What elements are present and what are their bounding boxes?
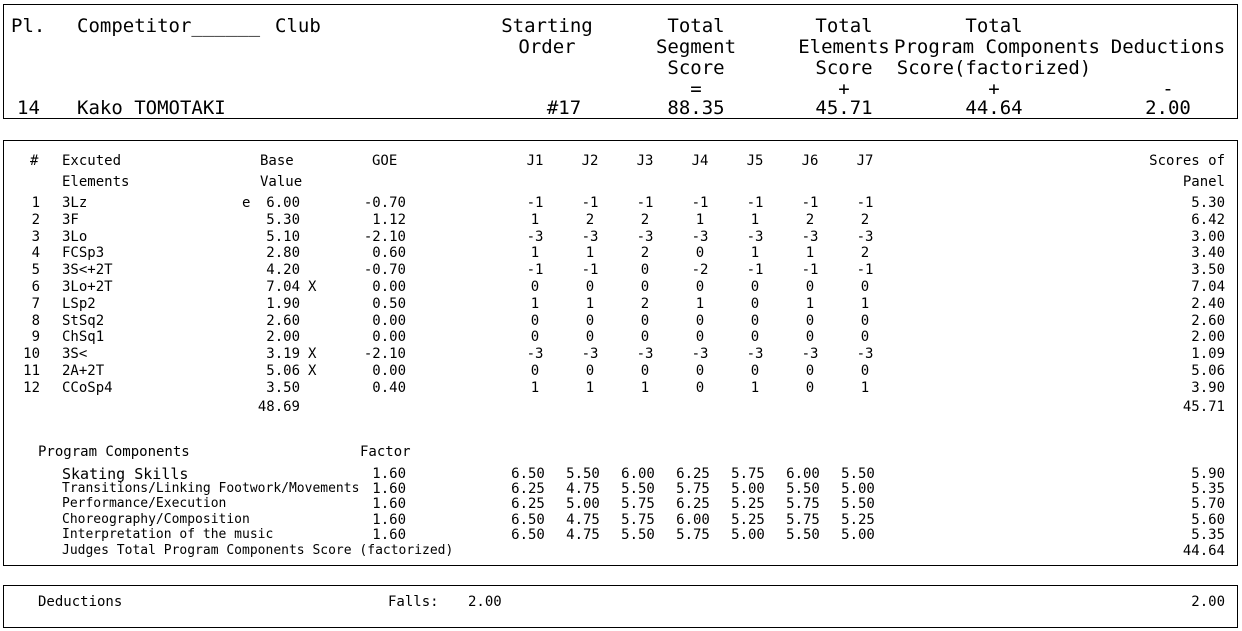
element-base-value: 6.00 [266,195,300,211]
base-value-header-1: Base [260,153,294,169]
element-bonus-mark: X [308,279,317,295]
element-panel-score: 1.09 [1191,346,1225,363]
element-num: 4 [31,245,40,262]
starting-order: #17 [546,97,582,119]
element-judge-7: 0 [860,363,870,379]
col-tss-label-3: Score [667,57,725,79]
element-judge-2: 1 [585,295,595,312]
element-base-value: 2.80 [266,245,300,262]
element-base-value: 4.20 [266,262,300,279]
judge-header-6: J6 [801,153,819,169]
element-judge-3: 1 [640,379,650,396]
element-judge-7: -3 [856,228,874,245]
component-judge-1: 6.50 [511,526,545,543]
component-judge-6: 5.75 [786,496,820,513]
element-judge-5: -3 [746,228,764,245]
total-pcs-score: 44.64 [965,97,1023,119]
component-judge-4: 6.00 [676,511,710,528]
element-judge-7: 1 [860,295,870,312]
element-judge-3: 0 [640,279,650,295]
component-judge-4: 5.75 [676,481,710,498]
col-deductions-label: Deductions [1110,36,1226,58]
element-judge-1: 1 [530,379,540,396]
element-num: 9 [31,329,40,346]
element-name: 3Lo+2T [62,279,113,295]
element-base-value: 5.10 [266,228,300,245]
component-judge-7: 5.00 [841,481,875,498]
factor-header: Factor [360,444,411,460]
element-judge-6: 1 [805,245,815,262]
element-judge-2: -3 [581,228,599,245]
element-panel-score: 7.04 [1191,279,1225,295]
component-judge-7: 5.00 [841,526,875,543]
element-info: e [242,195,251,211]
component-factor: 1.60 [372,496,406,513]
element-judge-4: 0 [695,379,705,396]
deductions-box [3,585,1238,628]
element-name: StSq2 [62,312,105,329]
place: 14 [17,97,40,119]
element-num: 6 [31,279,40,295]
element-goe: -0.70 [363,195,406,211]
component-judge-7: 5.25 [841,511,875,528]
component-factor: 1.60 [372,481,406,498]
col-tes-label-3: Score [815,57,873,79]
element-num: 11 [23,363,40,379]
element-judge-5: 1 [750,245,760,262]
judge-header-5: J5 [746,153,764,169]
element-judge-7: 0 [860,329,870,346]
element-name: 2A+2T [62,363,105,379]
component-judge-4: 6.25 [676,496,710,513]
element-judge-4: 0 [695,312,705,329]
component-panel-score: 5.35 [1191,481,1225,498]
element-judge-2: 0 [585,363,595,379]
element-judge-6: -3 [801,228,819,245]
element-goe: 0.40 [372,379,406,396]
total-deductions: 2.00 [1145,97,1191,119]
element-judge-1: 1 [530,211,540,228]
component-judge-7: 5.50 [841,496,875,513]
falls-value: 2.00 [468,594,502,610]
element-num: 8 [31,312,40,329]
summary-box [3,4,1238,119]
element-num: 12 [23,379,40,396]
element-name: LSp2 [62,295,96,312]
col-tss-operator: = [690,78,702,100]
component-panel-score: 5.90 [1191,466,1225,482]
total-elements-score: 45.71 [815,97,873,119]
component-judge-6: 5.50 [786,526,820,543]
element-panel-score: 2.40 [1191,295,1225,312]
component-judge-3: 5.75 [621,496,655,513]
element-judge-6: -1 [801,195,819,211]
element-judge-1: -1 [526,195,544,211]
col-club-label: Club [275,15,321,37]
element-name: FCSp3 [62,245,105,262]
component-judge-5: 5.25 [731,496,765,513]
component-judge-6: 6.00 [786,466,820,482]
element-judge-6: 1 [805,295,815,312]
element-goe: 0.00 [372,279,406,295]
element-goe: 0.00 [372,363,406,379]
component-judge-5: 5.75 [731,466,765,482]
component-name: Skating Skills [62,465,189,483]
element-judge-3: -1 [636,195,654,211]
element-goe: 0.60 [372,245,406,262]
component-judge-5: 5.25 [731,511,765,528]
component-judge-4: 5.75 [676,526,710,543]
element-judge-4: -2 [691,262,709,279]
element-judge-4: -3 [691,228,709,245]
element-judge-5: 1 [750,379,760,396]
element-judge-5: 0 [750,295,760,312]
element-judge-1: -3 [526,228,544,245]
component-judge-3: 5.50 [621,526,655,543]
col-tes-operator: + [838,78,850,100]
element-panel-score: 3.40 [1191,245,1225,262]
element-judge-2: -1 [581,262,599,279]
element-judge-1: 0 [530,312,540,329]
element-judge-6: 0 [805,279,815,295]
element-judge-3: 0 [640,329,650,346]
element-goe: -2.10 [363,346,406,363]
element-judge-2: -3 [581,346,599,363]
element-num: 3 [31,228,40,245]
element-goe: -0.70 [363,262,406,279]
component-panel-score: 5.70 [1191,496,1225,513]
element-num: 2 [31,211,40,228]
judge-header-4: J4 [691,153,709,169]
element-judge-6: 0 [805,329,815,346]
element-judge-1: 1 [530,295,540,312]
element-panel-score: 5.06 [1191,363,1225,379]
element-judge-6: 2 [805,211,815,228]
element-judge-2: -1 [581,195,599,211]
component-name: Transitions/Linking Footwork/Movements [62,481,360,497]
element-base-value: 3.19 [266,346,300,363]
element-judge-6: -3 [801,346,819,363]
element-base-value: 5.06 [266,363,300,379]
element-name: ChSq1 [62,329,105,346]
element-judge-3: 2 [640,295,650,312]
element-judge-5: -1 [746,262,764,279]
col-pcs-label-1: Total [965,15,1023,37]
element-base-value: 3.50 [266,379,300,396]
element-num: 1 [31,195,40,211]
component-panel-score: 5.60 [1191,511,1225,528]
base-value-header-2: Value [260,174,303,190]
deductions-label: Deductions [38,594,123,610]
scores-of-panel-header-2: Panel [1182,174,1225,190]
element-name: 3S< [62,346,88,363]
element-num: 10 [23,346,40,363]
element-base-value: 2.60 [266,312,300,329]
element-judge-6: 0 [805,363,815,379]
judge-header-7: J7 [856,153,874,169]
judge-header-1: J1 [526,153,544,169]
element-judge-6: 0 [805,379,815,396]
element-base-value: 7.04 [266,279,300,295]
element-num: 7 [31,295,40,312]
element-judge-5: 0 [750,363,760,379]
pc-total-label: Judges Total Program Components Score (factorized) [62,543,454,558]
element-judge-3: 0 [640,363,650,379]
component-name: Interpretation of the music [62,526,274,542]
col-starting-label-2: Order [518,36,576,58]
element-judge-7: -1 [856,195,874,211]
element-judge-2: 2 [585,211,595,228]
elements-executed-header-1: Excuted [62,153,122,169]
col-tes-label-1: Total [815,15,873,37]
total-segment-score: 88.35 [667,97,725,119]
col-tss-label-1: Total [667,15,725,37]
component-judge-2: 4.75 [566,511,600,528]
element-judge-6: -1 [801,262,819,279]
element-judge-4: 0 [695,363,705,379]
element-judge-3: 0 [640,312,650,329]
element-goe: 0.00 [372,329,406,346]
element-judge-2: 1 [585,245,595,262]
details-box [3,140,1238,566]
element-judge-1: 0 [530,279,540,295]
element-judge-4: 0 [695,329,705,346]
element-judge-7: 2 [860,245,870,262]
component-panel-score: 5.35 [1191,526,1225,543]
component-name: Choreography/Composition [62,511,250,527]
element-panel-score: 2.00 [1191,329,1225,346]
element-bonus-mark: X [308,363,317,379]
element-base-value: 5.30 [266,211,300,228]
component-judge-3: 5.75 [621,511,655,528]
goe-header: GOE [372,153,398,169]
judge-header-2: J2 [581,153,599,169]
deductions-total: 2.00 [1191,594,1225,610]
element-judge-2: 0 [585,312,595,329]
col-competitor-label: Competitor______ [77,15,261,37]
element-judge-2: 1 [585,379,595,396]
element-panel-score: 5.30 [1191,195,1225,211]
element-name: 3Lo [62,228,88,245]
element-judge-3: -3 [636,346,654,363]
component-judge-1: 6.25 [511,481,545,498]
falls-label: Falls: [388,594,439,610]
element-name: 3Lz [62,195,88,211]
component-name: Performance/Execution [62,496,227,512]
component-factor: 1.60 [372,526,406,543]
scores-of-panel-header-1: Scores of [1149,153,1225,169]
component-judge-1: 6.50 [511,511,545,528]
col-tss-label-2: Segment [655,36,737,58]
element-judge-2: 0 [585,279,595,295]
elements-total-score: 45.71 [1182,399,1225,415]
element-goe: 1.12 [372,211,406,228]
component-judge-3: 5.50 [621,481,655,498]
element-goe: 0.50 [372,295,406,312]
component-judge-2: 5.50 [566,466,600,482]
element-name: 3F [62,211,79,228]
elements-total-base: 48.69 [257,399,300,415]
col-pcs-label-2: Program Components [894,36,1100,58]
program-components-title: Program Components [38,444,190,460]
element-base-value: 1.90 [266,295,300,312]
competitor-name: Kako TOMOTAKI [77,97,226,119]
element-judge-5: 0 [750,279,760,295]
component-judge-6: 5.50 [786,481,820,498]
element-judge-1: 1 [530,245,540,262]
col-deductions-operator: - [1162,78,1174,100]
element-judge-4: -1 [691,195,709,211]
element-judge-1: -3 [526,346,544,363]
element-judge-5: -1 [746,195,764,211]
element-panel-score: 2.60 [1191,312,1225,329]
component-judge-2: 5.00 [566,496,600,513]
elements-executed-header-2: Elements [62,174,130,190]
element-panel-score: 3.50 [1191,262,1225,279]
component-judge-5: 5.00 [731,526,765,543]
element-judge-5: 1 [750,211,760,228]
col-place-label: Pl. [11,15,46,37]
element-judge-3: -3 [636,228,654,245]
element-judge-7: -3 [856,346,874,363]
col-pcs-label-3: Score(factorized) [896,57,1092,79]
pc-total-score: 44.64 [1182,543,1225,559]
element-judge-7: -1 [856,262,874,279]
element-judge-5: 0 [750,312,760,329]
component-judge-4: 6.25 [676,466,710,482]
component-judge-2: 4.75 [566,481,600,498]
element-panel-score: 3.90 [1191,379,1225,396]
elements-num-header: # [30,153,39,169]
element-judge-1: -1 [526,262,544,279]
col-pcs-operator: + [988,78,1000,100]
col-starting-label-1: Starting [501,15,593,37]
element-judge-4: 1 [695,211,705,228]
element-judge-3: 0 [640,262,650,279]
element-judge-5: -3 [746,346,764,363]
element-judge-4: -3 [691,346,709,363]
component-judge-1: 6.50 [511,466,545,482]
element-judge-4: 1 [695,295,705,312]
element-judge-6: 0 [805,312,815,329]
element-judge-7: 2 [860,211,870,228]
element-name: 3S<+2T [62,262,113,279]
element-judge-7: 0 [860,312,870,329]
col-tes-label-2: Elements [798,36,890,58]
judge-header-3: J3 [636,153,654,169]
element-judge-1: 0 [530,363,540,379]
element-judge-2: 0 [585,329,595,346]
component-factor: 1.60 [372,466,406,482]
element-bonus-mark: X [308,346,317,363]
element-judge-3: 2 [640,211,650,228]
element-goe: 0.00 [372,312,406,329]
element-judge-4: 0 [695,279,705,295]
element-judge-5: 0 [750,329,760,346]
component-judge-5: 5.00 [731,481,765,498]
component-judge-3: 6.00 [621,466,655,482]
element-judge-7: 0 [860,279,870,295]
element-judge-3: 2 [640,245,650,262]
element-panel-score: 3.00 [1191,228,1225,245]
element-base-value: 2.00 [266,329,300,346]
element-judge-7: 1 [860,379,870,396]
component-judge-2: 4.75 [566,526,600,543]
element-judge-1: 0 [530,329,540,346]
element-name: CCoSp4 [62,379,113,396]
component-judge-6: 5.75 [786,511,820,528]
element-panel-score: 6.42 [1191,211,1225,228]
component-judge-7: 5.50 [841,466,875,482]
component-factor: 1.60 [372,511,406,528]
element-judge-4: 0 [695,245,705,262]
element-goe: -2.10 [363,228,406,245]
element-num: 5 [31,262,40,279]
component-judge-1: 6.25 [511,496,545,513]
